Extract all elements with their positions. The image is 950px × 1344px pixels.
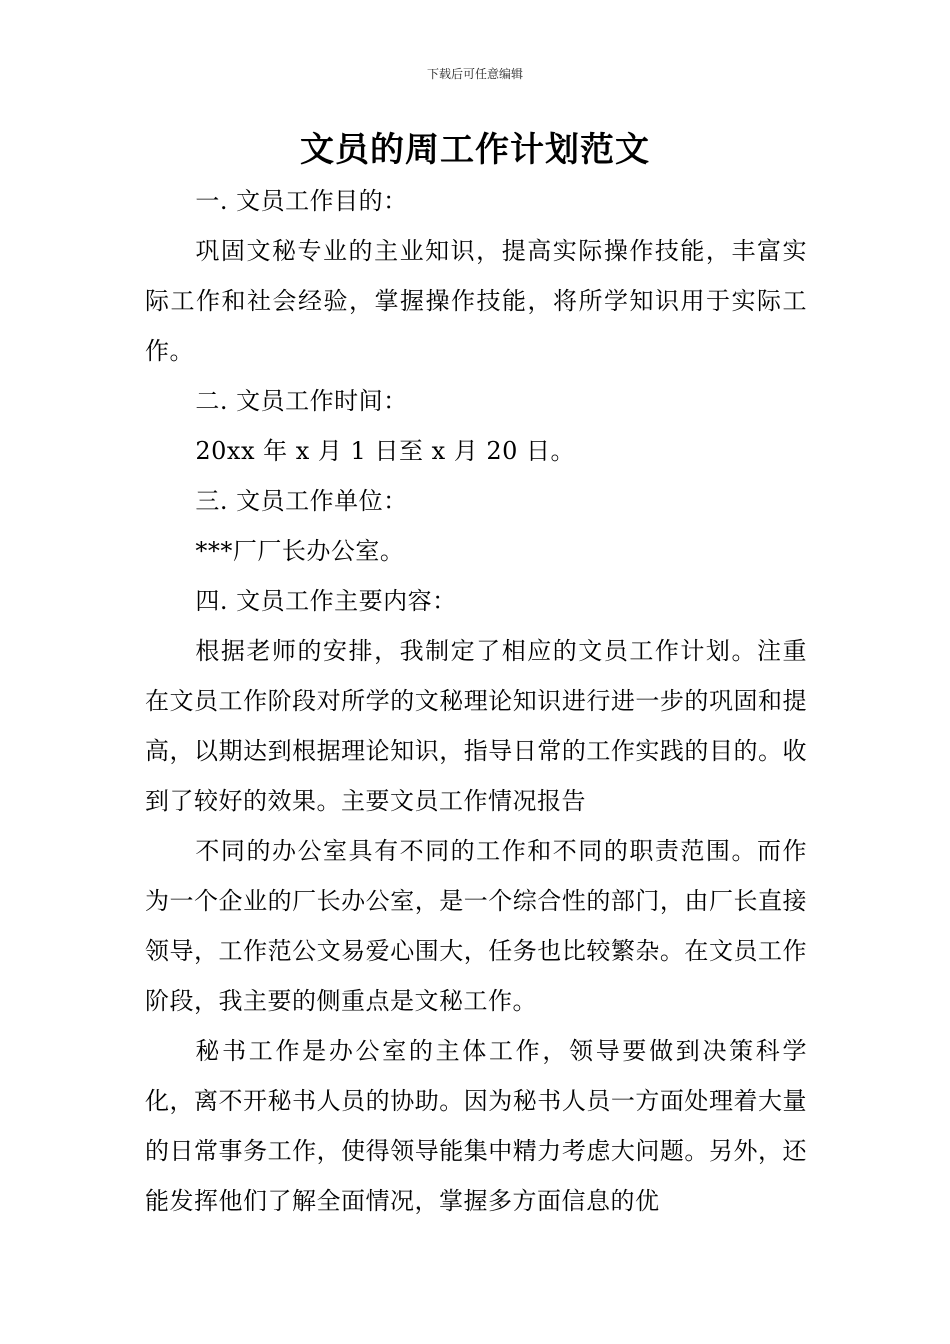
document-body xyxy=(145,176,807,1226)
section-heading-unit: 三. 文员工作单位： xyxy=(195,487,408,515)
header-note: 下载后可任意编辑 xyxy=(426,67,523,81)
section-heading-time: 二. 文员工作时间： xyxy=(195,387,408,415)
paragraph-purpose: 巩固文秘专业的主业知识，提高实际操作技能，丰富实际工作和社会经验，掌握操作技能，将所学知识用于实际工作。 xyxy=(145,237,807,365)
paragraph-content-2: 不同的办公室具有不同的工作和不同的职责范围。而作为一个企业的厂长办公室，是一个综合性的部门，由厂长直接领导，工作范公文易爱心围大，任务也比较繁杂。在文员工作阶段，我主要的侧重点是文秘工作。 xyxy=(145,837,807,1015)
paragraph-content-1: 根据老师的安排，我制定了相应的文员工作计划。注重在文员工作阶段对所学的文秘理论知识进行进一步的巩固和提高，以期达到根据理论知识，指导日常的工作实践的目的。收到了较好的效果。主要文员工作情况报告 xyxy=(145,637,807,815)
paragraph-time: 20xx 年 x 月 1 日至 x 月 20 日。 xyxy=(195,437,576,465)
paragraph-content-3: 秘书工作是办公室的主体工作，领导要做到决策科学化，离不开秘书人员的协助。因为秘书人员一方面处理着大量的日常事务工作，使得领导能集中精力考虑大问题。另外，还能发挥他们了解全面情况，掌握多方面信息的优 xyxy=(145,1037,807,1215)
section-heading-purpose: 一. 文员工作目的： xyxy=(195,187,408,215)
section-heading-content: 四. 文员工作主要内容： xyxy=(195,587,457,615)
paragraph-unit: ***厂厂长办公室。 xyxy=(195,537,405,565)
document-title: 文员的周工作计划范文 xyxy=(300,130,650,170)
